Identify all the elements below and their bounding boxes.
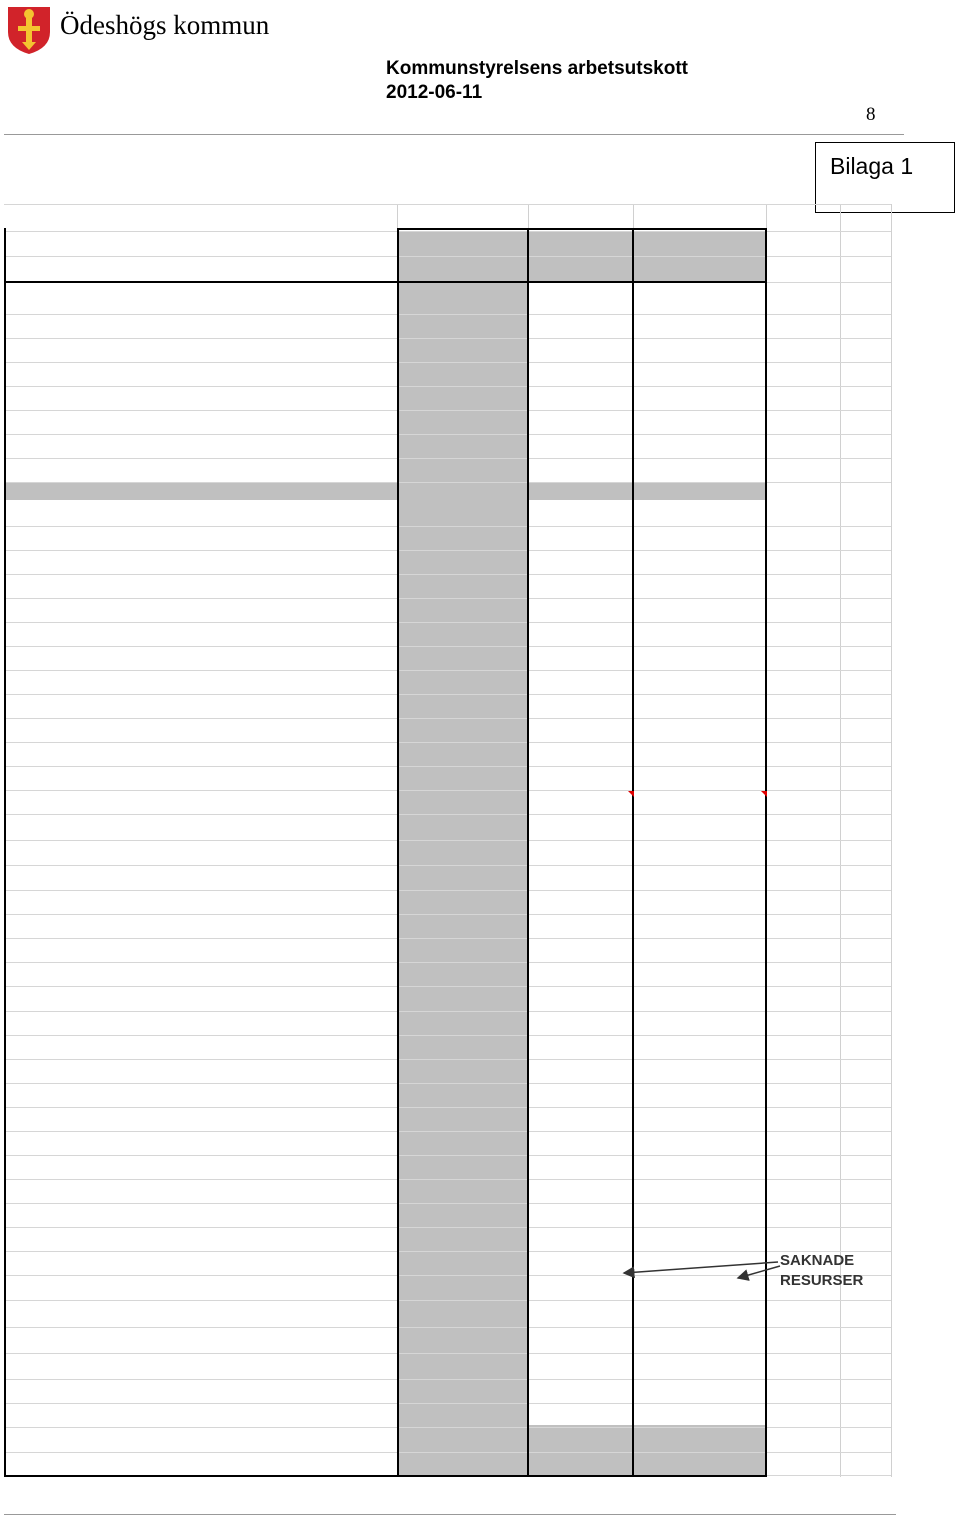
result-row-shade xyxy=(398,1425,766,1477)
grid-hline xyxy=(4,204,891,205)
annotation-line-1: SAKNADE xyxy=(780,1252,855,1269)
attachment-label: Bilaga 1 xyxy=(815,142,955,213)
meeting-date: 2012-06-11 xyxy=(386,82,483,103)
grid-hline xyxy=(4,526,891,527)
grid-hline xyxy=(4,598,891,599)
grid-hline xyxy=(4,1275,891,1276)
grid-hline xyxy=(4,1203,891,1204)
grid-hline xyxy=(4,386,891,387)
table-border-left xyxy=(4,228,6,1477)
grid-hline xyxy=(4,314,891,315)
footer-divider xyxy=(4,1514,896,1515)
header-border-bottom xyxy=(4,281,767,283)
municipality-coat-of-arms-icon xyxy=(4,4,54,56)
grid-hline xyxy=(4,231,891,232)
grid-hline xyxy=(4,1227,891,1228)
page-number: 8 xyxy=(866,104,876,125)
missing-resources-annotation xyxy=(780,1251,863,1291)
grid-hline xyxy=(4,766,891,767)
meeting-info xyxy=(386,57,688,105)
grid-hline xyxy=(4,1131,891,1132)
grid-hline xyxy=(4,670,891,671)
comment-marker xyxy=(761,791,767,797)
spacer-row-shade xyxy=(4,482,766,500)
organization-name: Ödeshögs kommun xyxy=(60,10,270,40)
col-border-2014 xyxy=(527,228,529,1477)
header-border-top xyxy=(397,228,767,230)
budget-table xyxy=(4,204,891,1477)
grid-hline xyxy=(4,962,891,963)
meeting-title: Kommunstyrelsens arbetsutskott xyxy=(386,58,688,79)
grid-hline xyxy=(4,1011,891,1012)
grid-hline xyxy=(4,938,891,939)
grid-hline xyxy=(4,1107,891,1108)
grid-hline xyxy=(4,1327,891,1328)
header-divider xyxy=(4,134,904,135)
grid-hline xyxy=(4,790,891,791)
grid-hline xyxy=(4,1427,891,1428)
grid-hline xyxy=(4,410,891,411)
budget-column-shade xyxy=(398,231,527,1476)
grid-hline xyxy=(4,1155,891,1156)
grid-hline xyxy=(4,890,891,891)
col-border-2015 xyxy=(632,228,634,1477)
grid-hline xyxy=(4,482,891,483)
col-border-budget xyxy=(397,228,399,1477)
grid-hline xyxy=(4,694,891,695)
grid-hline xyxy=(4,1059,891,1060)
grid-hline xyxy=(4,1035,891,1036)
grid-hline xyxy=(4,865,891,866)
grid-hline xyxy=(4,256,891,257)
grid-vline xyxy=(891,204,892,1477)
grid-hline xyxy=(4,338,891,339)
grid-hline xyxy=(4,1353,891,1354)
grid-hline xyxy=(4,814,891,815)
grid-hline xyxy=(4,986,891,987)
grid-hline xyxy=(4,1452,891,1453)
annotation-line-2: RESURSER xyxy=(780,1272,864,1289)
grid-hline xyxy=(4,458,891,459)
grid-hline xyxy=(4,434,891,435)
grid-hline xyxy=(4,914,891,915)
grid-hline xyxy=(4,550,891,551)
grid-hline xyxy=(4,646,891,647)
grid-hline xyxy=(4,1083,891,1084)
grid-hline xyxy=(4,718,891,719)
table-border-right xyxy=(765,228,767,1477)
grid-hline xyxy=(4,622,891,623)
grid-hline xyxy=(4,1403,891,1404)
grid-hline xyxy=(4,574,891,575)
grid-hline xyxy=(4,1379,891,1380)
grid-hline xyxy=(4,840,891,841)
grid-hline xyxy=(4,1300,891,1301)
comment-marker xyxy=(628,791,634,797)
grid-hline xyxy=(4,742,891,743)
table-border-bottom xyxy=(4,1475,766,1477)
grid-hline xyxy=(4,1179,891,1180)
grid-hline xyxy=(4,362,891,363)
grid-hline xyxy=(4,1251,891,1252)
